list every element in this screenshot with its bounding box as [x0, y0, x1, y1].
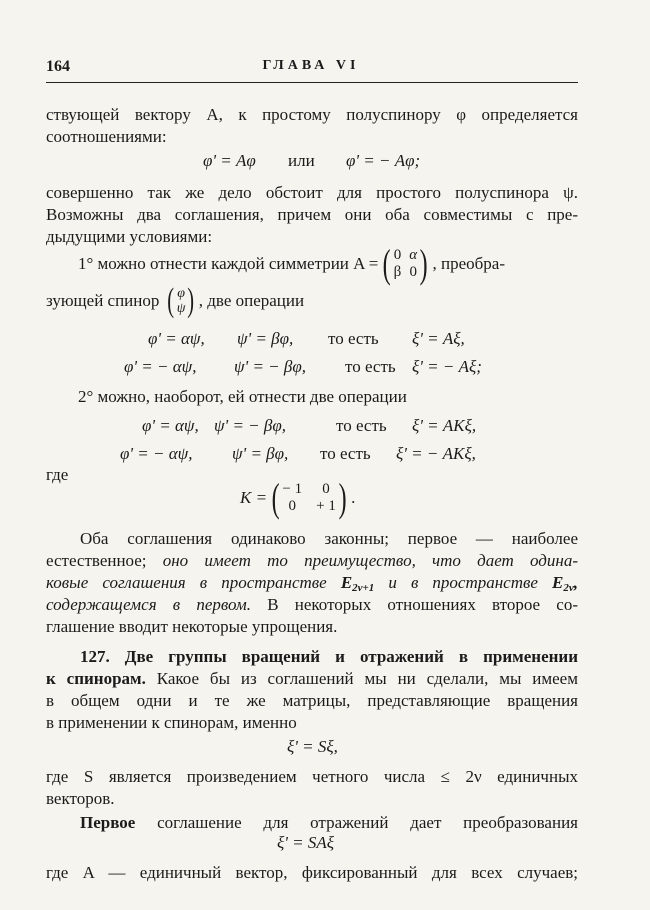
text-line-12-italic-2: и в пространстве [388, 573, 538, 592]
equation-1a: φ' = Aφ [203, 151, 256, 170]
text-line-11 [46, 550, 578, 572]
op-4c: то есть [320, 444, 371, 463]
op-3c: то есть [336, 416, 387, 435]
text-line-19: где S является произведением четного числа ≤ 2ν единичных [46, 767, 578, 786]
text-line-11-italic: оно имеет то преимущество, что дает одина- [162, 551, 578, 570]
space-E-even: $E_{2\nu}$, [552, 573, 578, 594]
section-127-heading-end: к спинорам. [46, 669, 146, 688]
text-line-8: 2° можно, наоборот, ей отнести две операции [78, 387, 407, 406]
line-symmetry-matrix [78, 241, 578, 286]
header-rule [46, 82, 578, 83]
equation-1-or: или [288, 151, 315, 170]
op-2d: ξ' = − Aξ; [412, 357, 482, 376]
spinor-text-post: , две операции [198, 291, 305, 310]
text-line-4: Возможны два соглашения, причем они оба совместимы с пре- [46, 205, 578, 224]
text-line-1: ствующей вектору A, к простому полуспинору φ определяется [46, 105, 578, 124]
spinor-text-pre: зующей спинор [46, 291, 160, 310]
text-line-20: векторов. [46, 789, 115, 808]
matrix-K-period: . [351, 488, 356, 507]
line-spinor-vector [46, 284, 304, 318]
spinor-column-vector: ( φ ψ ) [167, 282, 195, 319]
symmetry-text-post: , преобра- [432, 254, 505, 273]
matrix-A-cell: 0 [409, 264, 417, 280]
equation-5: ξ' = Sξ, [287, 737, 338, 756]
matrix-A: ( 0 α β 0 ) [382, 241, 428, 286]
text-line-12-italic: ковые соглашения в пространстве [46, 573, 327, 592]
text-line-13 [46, 594, 578, 616]
op-3b: ψ' = − βφ, [214, 416, 287, 435]
text-line-10: Оба соглашения одинаково законны; первое — наиболее [80, 529, 578, 548]
matrix-A-cell: 0 [393, 247, 402, 263]
spinor-component: ψ [176, 301, 186, 316]
chapter-title: ГЛАВА VI [262, 58, 360, 73]
text-line-16 [46, 668, 578, 690]
text-line-5: дыдущими условиями: [46, 227, 213, 246]
text-line-9: где [46, 465, 69, 484]
space-E-odd: $E_{2\nu+1}$ [340, 573, 375, 594]
text-line-13-italic: содержащемся в первом. [46, 595, 252, 614]
symmetry-text-pre: 1° можно отнести каждой симметрии A = [78, 254, 379, 273]
op-3d: ξ' = AKξ, [412, 416, 477, 435]
matrix-K: ( − 1 0 0 + 1 ) [271, 475, 347, 520]
text-line-2: соотношениями: [46, 127, 167, 146]
page-number: 164 [46, 58, 70, 75]
matrix-K-label: K = [240, 488, 268, 507]
text-line-17: в общем одни и те же матрицы, представляющие вращения [46, 691, 578, 710]
equation-1b: φ' = − Aφ; [346, 151, 421, 170]
line-matrix-K [240, 475, 356, 520]
text-line-13-regular: В некоторых отношениях второе со- [267, 595, 578, 614]
op-4b: ψ' = βφ, [232, 444, 289, 463]
section-127-heading: 127. Две группы вращений и отражений в применении [80, 647, 578, 666]
op-1a: φ' = αψ, [148, 329, 205, 348]
op-3a: φ' = αψ, [142, 416, 199, 435]
matrix-K-cell: 0 [288, 498, 296, 514]
text-line-21-bold: Первое [80, 813, 136, 832]
page-header [46, 58, 576, 80]
text-line-21 [80, 812, 578, 834]
op-4a: φ' = − αψ, [120, 444, 193, 463]
text-line-14: глашение вводит некоторые упрощения. [46, 617, 338, 636]
text-line-16-regular: Какое бы из соглашений мы ни сделали, мы имеем [156, 669, 578, 688]
op-2b: ψ' = − βφ, [234, 357, 307, 376]
op-4d: ξ' = − AKξ, [396, 444, 476, 463]
spinor-component: φ [177, 286, 185, 301]
text-line-11-regular: естественное; [46, 551, 147, 570]
op-2a: φ' = − αψ, [124, 357, 197, 376]
text-line-3: совершенно так же дело обстоит для простого полуспинора ψ. [46, 183, 578, 202]
text-line-18: в применении к спинорам, именно [46, 713, 297, 732]
matrix-K-cell: − 1 [282, 481, 303, 497]
op-1d: ξ' = Aξ, [412, 329, 465, 348]
text-line-22: где A — единичный вектор, фиксированный для всех случаев; [46, 863, 578, 882]
matrix-A-cell: α [409, 247, 418, 263]
op-1c: то есть [328, 329, 379, 348]
op-1b: ψ' = βφ, [237, 329, 294, 348]
matrix-K-cell: + 1 [316, 498, 336, 514]
equation-6: ξ' = SAξ [277, 833, 335, 852]
op-2c: то есть [345, 357, 396, 376]
text-line-21-regular: соглашение для отражений дает преобразования [157, 813, 578, 832]
matrix-K-cell: 0 [322, 481, 330, 497]
matrix-A-cell: β [393, 264, 402, 280]
